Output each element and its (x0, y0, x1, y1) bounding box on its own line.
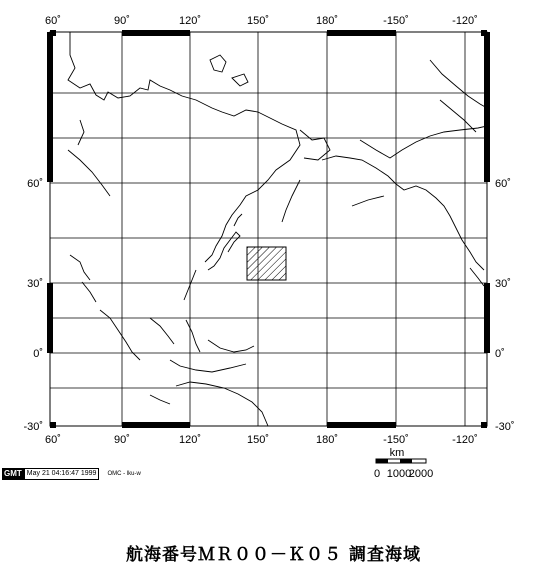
scale-unit-label: km (389, 447, 405, 459)
right-latitude-labels (495, 178, 515, 433)
gmt-date: May 21 04:16:47 1999 (24, 468, 100, 480)
left-lat-label: 60˚ (27, 178, 43, 190)
bottom-lon-label: 90˚ (114, 434, 130, 446)
bottom-lon-label: 180˚ (315, 434, 339, 446)
left-latitude-labels (23, 178, 43, 433)
top-lon-label: 60˚ (45, 15, 61, 27)
top-longitude-labels (45, 15, 478, 27)
right-lat-label: -30˚ (495, 421, 515, 433)
bottom-longitude-labels (45, 434, 478, 446)
scale-tick-label: 2000 (408, 468, 434, 480)
bottom-lon-label: -150˚ (383, 434, 409, 446)
right-lat-label: 30˚ (495, 278, 511, 290)
map-border (50, 32, 487, 426)
bottom-lon-label: -120˚ (452, 434, 478, 446)
top-lon-label: 180˚ (315, 15, 339, 27)
bottom-lon-label: 150˚ (246, 434, 270, 446)
right-lat-label: 60˚ (495, 178, 511, 190)
top-lon-label: -120˚ (452, 15, 478, 27)
scale-tick-label: 1000 (386, 468, 412, 480)
bottom-lon-label: 60˚ (45, 434, 61, 446)
top-lon-label: 90˚ (114, 15, 130, 27)
gmt-timestamp (2, 468, 141, 480)
right-lat-label: 0˚ (495, 348, 505, 360)
left-lat-label: -30˚ (23, 421, 43, 433)
top-lon-label: 150˚ (246, 15, 270, 27)
top-lon-label: -150˚ (383, 15, 409, 27)
top-lon-label: 120˚ (178, 15, 202, 27)
survey-area-box (247, 247, 286, 280)
bottom-lon-label: 120˚ (178, 434, 202, 446)
left-lat-label: 30˚ (27, 278, 43, 290)
gmt-logo: GMT (4, 469, 22, 478)
scale-bar (374, 447, 433, 480)
map-caption: 航海番号ＭＲ００－Ｋ０５ 調査海域 (126, 545, 421, 565)
left-lat-label: 0˚ (33, 348, 43, 360)
gmt-command: OMC - lku-w (107, 471, 141, 477)
scale-tick-label: 0 (373, 468, 381, 480)
